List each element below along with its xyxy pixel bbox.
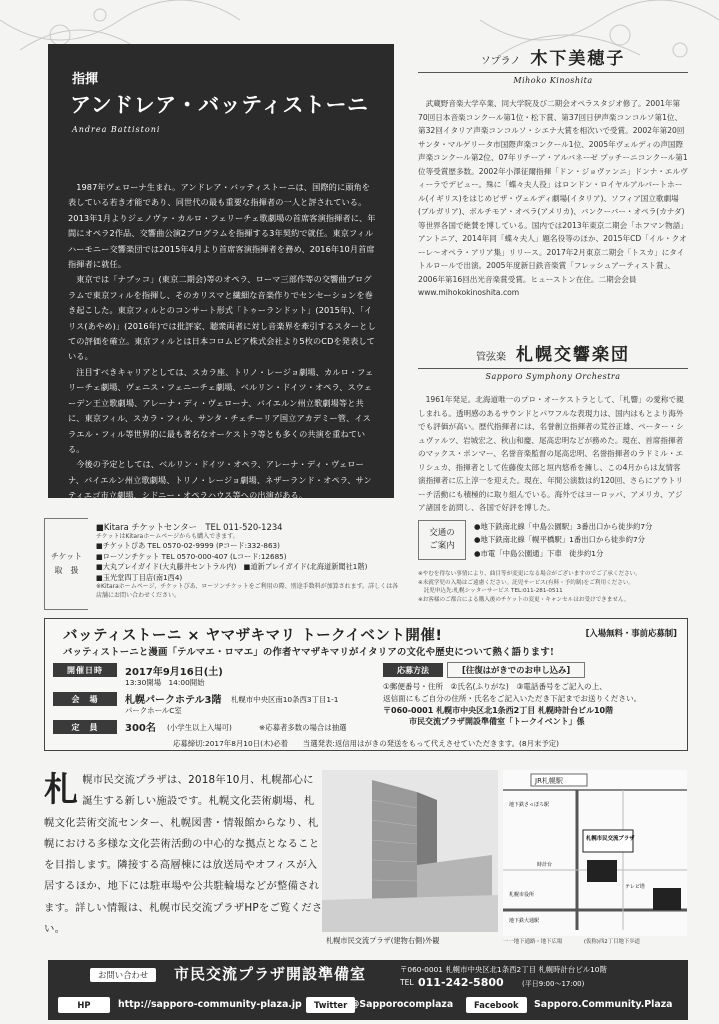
- event-apply-line: ①郵便番号・住所 ②氏名(ふりがな) ③電話番号をご記入の上、: [383, 682, 607, 691]
- conductor-name-roman: Andrea Battistoni: [72, 125, 161, 134]
- homepage-link[interactable]: http://sapporo-community-plaza.jp: [118, 999, 302, 1010]
- ticket-outlet: ■ローソンチケット TEL 0570-000-407 (Lコード:12685): [96, 551, 287, 561]
- plaza-building-image: [322, 770, 498, 932]
- ticket-info: [44, 518, 400, 610]
- conductor-role: 指揮: [72, 72, 99, 87]
- event-venue: 札幌パークホテル3階: [125, 695, 222, 706]
- orchestra-name: 札幌交響楽団: [516, 345, 630, 365]
- soprano-name-roman: Mihoko Kinoshita: [418, 72, 688, 85]
- twitter-link[interactable]: @Sapporocomplaza: [350, 999, 454, 1010]
- map-odori-label: 地下鉄大通駅: [509, 918, 540, 924]
- event-capacity-lottery: ※応募者多数の場合は抽選: [259, 723, 347, 732]
- conductor-bio-paragraph: 1987年ヴェローナ生まれ。アンドレア・バッティストーニは、国際的に頭角を表している若き才能であり、同世代の最も重要な指揮者の一人と評されている。2013年1月よりジェノヴァ・カルロ・フェリーチェ歌劇場の首席客演指揮者に、年間にオペラ2作品、交響曲公演2プログラムを指揮する3年契約で就任。東京フィルハーモニー交響楽団では2015年4月より首席客演指揮者を務め、2016年10月首席指揮者に就任。: [68, 182, 376, 270]
- access-map: [503, 770, 687, 936]
- access-routes: [474, 520, 652, 560]
- event-title: バッティストーニ × ヤマザキマリ トークイベント開催!: [63, 628, 443, 644]
- event-badge: [入場無料・事前応募制]: [585, 628, 677, 638]
- talk-event-box: [44, 618, 688, 751]
- map-sapporo-station-label: 地下鉄さっぽろ駅: [509, 802, 550, 808]
- orchestra-role: 管弦楽: [476, 352, 506, 363]
- conductor-bio-paragraph: 注目すべきキャリアとしては、スカラ座、トリノ・レージョ劇場、カルロ・フェリーチェ劇場、ヴェニス・フェニーチェ劇場、ベルリン・ドイツ・オペラ、スウェーデン王立歌劇場、アレーナ・ディ・ヴェローナ、バイエルン州立歌劇場等と共に、東京フィル、スカラ・フィル、サンタ・チェチーリア国立アカデミー管、イスラエル・フィル等世界的に最も著名なオーケストラ等とも多くの共演を重ねている。: [68, 366, 374, 454]
- event-apply-heading: [往復はがきでのお申し込み]: [447, 662, 585, 678]
- event-venue-label: 会 場: [53, 692, 117, 706]
- event-venue-address: 札幌市中央区南10条西3丁目1-1: [231, 695, 339, 704]
- ticket-label: [44, 518, 88, 610]
- access-note: 託児申込先:札幌シッターサービス TEL:011-281-0511: [418, 588, 563, 595]
- event-date: 2017年9月16日(土): [125, 667, 223, 678]
- event-venue-hall: パークホールC室: [125, 706, 182, 715]
- orchestra-bio: 1961年発足。北海道唯一のプロ・オーケストラとして、「札響」の愛称で親しまれる。透明感のあるサウンドとパワフルな表現力は、国内はもとより海外でも評価が高い。歴代指揮者には、名誉創立指揮者の荒谷正雄、ペーター・シュヴァルツ、岩城宏之、秋山和慶、尾高忠明などが務めた。現在、首席指揮者のマックス・ポンマー、名誉音楽監督の尾高忠明、名誉指揮者のラドミル・エリシュカ、指揮者として佐藤俊太郎と垣内悠希を擁し、この4月からは友情客演指揮者に広上淳一を迎えた。現在、年間公演数は約120回、さらにアウトリーチ活動にも積極的に取り組んでいる。海外ではヨーロッパ、アメリカ、アジア諸国を訪問し、各国で好評を博した。: [418, 395, 684, 512]
- event-capacity-note: (小学生以上入場可): [167, 723, 232, 732]
- office-address: 〒060-0001 札幌市中央区北1条西2丁目 札幌時計台ビル10階: [400, 965, 607, 974]
- map-clock-tower-label: 時計台: [537, 862, 553, 868]
- access-notes: [418, 570, 688, 604]
- ticket-outlets: [96, 522, 400, 600]
- access-label: [418, 520, 466, 560]
- conductor-bio-paragraph: 今後の予定としては、ベルリン・ドイツ・オペラ、アレーナ・ディ・ヴェローナ、バイエルン州立歌劇場、トリノ・レージョ劇場、ネザーランド・オペラ、サンティエゴ市立劇場、シドニー・オペラハウス等への出演がある。: [68, 459, 372, 501]
- tel-label: TEL: [400, 978, 414, 987]
- ticket-label-line: チケット: [50, 552, 83, 561]
- map-legend: 一一地下通路・地下広場 (仮称)西2丁目地下歩道: [503, 939, 641, 945]
- ticket-outlet: ■玉光堂四丁目店(南1西4): [96, 572, 183, 582]
- ticket-note: ※Kitaraホームページ、チケットぴあ、ローソンチケットをご利用の際、別途手数料が加算されます。詳しくは各店舗にお問い合わせください。: [96, 583, 399, 599]
- event-subtitle: バッティストーニと漫画「テルマエ・ロマエ」の作者ヤマザキマリがイタリアの文化や歴史について熱く語ります!: [63, 647, 555, 658]
- event-date-label: 開催日時: [53, 663, 117, 677]
- access-note: ※未就学児の入場はご遠慮ください。託児サービス(有料・予約制)をご利用ください。: [418, 579, 635, 586]
- ticket-outlet: ■大丸プレイガイド(大丸藤井セントラル内) ■道新プレイガイド(北海道新聞社1階): [96, 562, 368, 571]
- map-jr-label: JR札幌駅: [535, 777, 563, 785]
- event-apply-address: 〒060-0001 札幌市中央区北1条西2丁目 札幌時計台ビル10階: [383, 705, 614, 715]
- office-phone[interactable]: 011-242-5800: [418, 976, 504, 989]
- map-tv-tower-label: テレビ塔: [625, 884, 645, 890]
- access-route: ●市電「中島公園通」下車 徒歩約1分: [474, 548, 604, 558]
- access-label-line: 交通の: [429, 528, 455, 538]
- plaza-drop-cap: 札: [44, 770, 79, 810]
- event-apply-label: 応募方法: [383, 663, 443, 677]
- map-plaza-label: 札幌市民交流プラザ: [586, 836, 635, 842]
- conductor-name: アンドレア・バッティストーニ: [70, 92, 369, 117]
- plaza-text: 幌市民交流プラザは、2018年10月、札幌都心に誕生する新しい施設です。札幌文化芸術劇場、札幌文化芸術交流センター、札幌図書・情報館からなり、札幌における多様な文化芸術活動の中心的な拠点となることを目指します。隣接する高層棟には放送局やオフィスが入居するほか、地下には駐車場や公共駐輪場などが整備されます。詳しい情報は、札幌市民交流プラザHPをご覧ください。: [44, 774, 323, 936]
- conductor-bio-paragraph: 東京では「ナブッコ」(東京二期会)等のオペラ、ローマ三部作等の交響曲プログラムで東京フィルを指揮し、そのカリスマと繊細な音楽作りでセンセーションを巻き起こした。東京フィルとのコンサート形式「トゥーランドット」(2015年)、「イリス(あやめ)」(2016年)では批評家、聴衆両者に対し音楽界を牽引するスターとしての評価を確立。東京フィルとは日本コロムビア株式会社より5枚のCDを発表している。: [68, 274, 376, 362]
- ticket-label-line: 取 扱: [54, 566, 79, 575]
- event-capacity: 300名: [125, 723, 156, 734]
- facebook-link[interactable]: Sapporo.Community.Plaza: [534, 999, 673, 1010]
- footer: [48, 960, 688, 1020]
- soprano-bio: 武蔵野音楽大学卒業、同大学院及び二期会オペラスタジオ修了。2001年第70回日本音楽コンクール第1位・松下賞、第37回日伊声楽コンコルソ第1位、第32回イタリア声楽コンコルソ・シエナ大賞を相次いで受賞。2002年第20回サンタ・マルゲリータ市国際声楽コンクール1位、2005年ヴェルディの声国際声楽コンクール第2位、07年リチーア・アルバネーゼ プッチーニコンクール第1位等受賞歴多数。2002年小澤征爾指揮「ドン・ジョヴァンニ」ドンナ・エルヴィーラでデビュー。殊に「蝶々夫人役」はロンドン・ロイヤルアルバートホール(イギリス)をはじめビザ・ヴェルディ劇場(イタリア)、ソフィア国立歌劇場(ブルガリア)、ボルチモア・オペラ(アメリカ)、バンクーバー・オペラ(カナダ)等世界各国で絶賛を博している。国内では2013年東京二期会「ホフマン物語」アントニア、2014年同「蝶々夫人」題名役等のほか、2015年CD「イル・クオーレ～オペラ・アリア集」リリース。2017年2月東京二期会「トスカ」にタイトルロールで出演。2005年度新日鉄音楽賞「フレッシュアーティスト賞」、2006年第16回出光音楽賞受賞。ヒューストン在住。二期会会員 www.mihokokinoshita.com: [418, 99, 688, 297]
- event-apply-line: 返信面にもご自分の住所・氏名をご記入いただき下記までお送りください。: [383, 693, 642, 703]
- access-route: ●地下鉄南北線「幌平橋駅」1番出口から徒歩約7分: [474, 535, 646, 545]
- ticket-outlet-note: チケットはKitaraホームページからも購入できます。: [96, 532, 239, 540]
- ticket-outlet: ■チケットぴあ TEL 0570-02-9999 (Pコード:332-863): [96, 541, 280, 550]
- conductor-panel: [48, 44, 394, 501]
- soprano-role: ソプラノ: [480, 56, 521, 67]
- plaza-description: [44, 770, 324, 940]
- event-deadline: 応募締切:2017年8月10日(木)必着 当選発表:返信用はがきの発送をもって代えさせていただきます。(8月末予定): [172, 739, 560, 748]
- orchestra-name-roman: Sapporo Symphony Orchestra: [418, 368, 688, 381]
- hp-label: HP: [58, 997, 110, 1013]
- event-capacity-label: 定 員: [53, 720, 117, 734]
- access-note: ※やむを得ない事情により、曲目等が変更になる場合がございますのでご了承ください。: [418, 571, 641, 577]
- access-route: ●地下鉄南北線「中島公園駅」3番出口から徒歩約7分: [474, 522, 653, 531]
- map-city-hall-label: 札幌市役所: [509, 892, 535, 898]
- event-time: 13:30開場 14:00開始: [125, 678, 205, 687]
- facebook-label: Facebook: [466, 997, 527, 1013]
- soprano-heading: [418, 44, 688, 72]
- soprano-name: 木下美穂子: [530, 49, 626, 69]
- orchestra-heading: [418, 340, 688, 368]
- access-note: ※お客様のご都合による購入後のチケットの変更・キャンセルはお受けできません。: [418, 596, 630, 603]
- office-hours: (平日9:00～17:00): [522, 980, 585, 988]
- twitter-label: Twitter: [306, 997, 355, 1013]
- access-label-line: ご案内: [429, 541, 455, 551]
- plaza-image-caption: 札幌市民交流プラザ(建物右側)外観: [326, 936, 440, 945]
- event-apply-recipient: 市民交流プラザ開設準備室「トークイベント」係: [409, 717, 585, 727]
- office-name: 市民交流プラザ開設準備室: [174, 965, 367, 983]
- conductor-bio: [68, 180, 378, 504]
- event-apply-instructions: [383, 681, 641, 728]
- ticket-outlet: ■Kitara チケットセンター TEL 011-520-1234: [96, 522, 283, 532]
- soprano-section: [418, 44, 688, 300]
- orchestra-section: [418, 340, 688, 515]
- inquiry-badge: お問い合わせ: [90, 968, 156, 982]
